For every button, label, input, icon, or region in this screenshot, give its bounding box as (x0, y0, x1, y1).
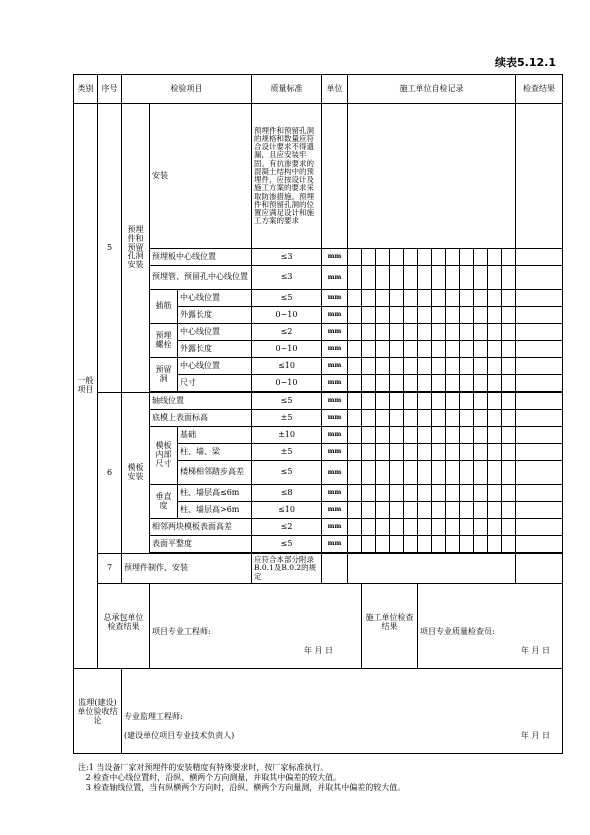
install-standard: 预埋件和预留孔洞的规格和数量应符合设计要求不得遗漏，且应安装牢固。有抗渗要求的混凝土结构中的预埋件，应按设计及施工方案的要求采取防渗措施。预埋件和预留孔洞的位置应满足设计和施工方案的要求 (252, 104, 322, 249)
sign-date: 年 月 日 (520, 645, 551, 655)
row-unit: mm (322, 341, 348, 358)
header-self-check: 施工单位自检记录 (348, 75, 516, 104)
supervisor-title: 监理(建设)单位验收结论 (74, 669, 122, 754)
result-cell[interactable] (516, 104, 563, 249)
row-standard: 0~10 (252, 375, 322, 392)
bolt-group: 预埋螺栓 (150, 324, 178, 358)
row-standard: ≤5 (252, 536, 322, 553)
row-label: 基础 (178, 427, 252, 444)
result-cell[interactable] (516, 410, 563, 427)
note-line: 2 检查中心线位置时，沿纵、横两个方向测量，并取其中偏差的较大值。 (78, 773, 342, 782)
inspection-table (73, 74, 563, 754)
general-contractor-sign[interactable] (150, 584, 362, 669)
rebar-group: 插筋 (150, 290, 178, 324)
row-label: 预埋管、预留孔中心线位置 (150, 266, 252, 290)
row-unit: mm (322, 307, 348, 324)
row-unit: mm (322, 290, 348, 307)
row-label: 中心线位置 (178, 358, 252, 375)
row-unit: mm (322, 358, 348, 375)
footnotes (78, 763, 405, 793)
result-cell[interactable] (516, 324, 563, 341)
row-unit: mm (322, 249, 348, 266)
inspector-label: 项目专业质量检查员: (420, 627, 495, 636)
row-label: 尺寸 (178, 375, 252, 392)
contractor-title: 施工单位检查结果 (362, 584, 418, 669)
vert-group: 垂直度 (150, 485, 178, 519)
row-label: 中心线位置 (178, 290, 252, 307)
row-label: 中心线位置 (178, 324, 252, 341)
row-standard: ≤10 (252, 502, 322, 519)
row-standard: ±10 (252, 427, 322, 444)
row-label: 楼梯相邻踏步高差 (178, 461, 252, 485)
inner-group: 模板内部尺寸 (150, 427, 178, 485)
group6-name: 模板安装 (122, 393, 150, 554)
row-unit: mm (322, 427, 348, 444)
row-unit: mm (322, 461, 348, 485)
header-row (74, 75, 563, 104)
result-cell[interactable] (516, 358, 563, 375)
result-cell[interactable] (516, 554, 563, 584)
note-line: 注:1 当设备厂家对预埋件的安装精度有特殊要求时，按厂家标准执行。 (78, 763, 329, 772)
seq-6: 6 (98, 393, 122, 554)
group7-standard: 应符合本部分附录B.0.1及B.0.2的规定 (252, 554, 322, 584)
sign-row-1 (74, 584, 563, 669)
continuation-label: 续表5.12.1 (495, 56, 556, 69)
row-unit: mm (322, 519, 348, 536)
note-line: 3 检查轴线位置，当有纵横两个方向时，沿纵、横两个方向量测，并取其中偏差的较大值。 (78, 783, 406, 792)
row-unit: mm (322, 266, 348, 290)
row-standard: ≤5 (252, 461, 322, 485)
engineer-label: 项目专业工程师: (152, 627, 211, 636)
row-unit: mm (322, 393, 348, 410)
row-label: 相邻两块模板表面高差 (150, 519, 252, 536)
row-label: 柱、墙层高>6m (178, 502, 252, 519)
result-cell[interactable] (516, 393, 563, 410)
result-cell[interactable] (516, 341, 563, 358)
result-cell[interactable] (516, 502, 563, 519)
row-standard: ±5 (252, 444, 322, 461)
row-standard: 0~10 (252, 307, 322, 324)
row-standard: ≤2 (252, 519, 322, 536)
result-cell[interactable] (516, 266, 563, 290)
result-cell[interactable] (516, 375, 563, 392)
group7-name: 预埋件制作、安装 (122, 554, 252, 584)
row-unit: mm (322, 485, 348, 502)
hole-group: 预留洞 (150, 358, 178, 392)
record-cell[interactable] (348, 554, 516, 584)
row-standard: ≤8 (252, 485, 322, 502)
row-unit: mm (322, 444, 348, 461)
row-standard: ≤3 (252, 249, 322, 266)
row-label: 外露长度 (178, 341, 252, 358)
row-label: 预埋板中心线位置 (150, 249, 252, 266)
category-general: 一般项目 (74, 104, 98, 669)
row-unit: mm (322, 502, 348, 519)
header-item: 检验项目 (122, 75, 252, 104)
row-label: 柱、墙、梁 (178, 444, 252, 461)
row-label: 柱、墙层高≤6m (178, 485, 252, 502)
record-cell[interactable] (348, 104, 516, 249)
result-cell[interactable] (516, 290, 563, 307)
row-unit: mm (322, 536, 348, 553)
table-row (74, 393, 563, 410)
row-standard: ≤2 (252, 324, 322, 341)
seq-7: 7 (98, 554, 122, 584)
row-standard: ≤5 (252, 393, 322, 410)
result-cell[interactable] (516, 307, 563, 324)
seq-5: 5 (98, 104, 122, 393)
row-label: 轴线位置 (150, 393, 252, 410)
row-standard: ≤3 (252, 266, 322, 290)
result-cell[interactable] (516, 485, 563, 502)
group5-name: 预埋件和预留孔洞安装 (122, 104, 150, 393)
header-standard: 质量标准 (252, 75, 322, 104)
table-row (74, 554, 563, 584)
sign-date: 年 月 日 (303, 645, 334, 655)
sign-date: 年 月 日 (520, 730, 551, 740)
result-cell[interactable] (516, 444, 563, 461)
row-label: 外露长度 (178, 307, 252, 324)
result-cell[interactable] (516, 519, 563, 536)
contractor-sign[interactable] (418, 584, 563, 669)
header-result: 检查结果 (516, 75, 563, 104)
table-row (74, 104, 563, 249)
row-label: 底模上表面标高 (150, 410, 252, 427)
row-standard: ≤5 (252, 290, 322, 307)
install-label: 安装 (150, 104, 252, 249)
supervisor-sign[interactable] (122, 669, 563, 754)
result-cell[interactable] (516, 461, 563, 485)
row-standard: 0~10 (252, 341, 322, 358)
row-unit: mm (322, 375, 348, 392)
result-cell[interactable] (516, 536, 563, 553)
row-standard: ≤10 (252, 358, 322, 375)
supervisor-label: 专业监理工程师: (124, 712, 183, 721)
row-label: 表面平整度 (150, 536, 252, 553)
header-seq: 序号 (98, 75, 122, 104)
header-unit: 单位 (322, 75, 348, 104)
row-unit: mm (322, 324, 348, 341)
supervisor-sub: (建设单位项目专业技术负责人) (124, 730, 235, 740)
header-category: 类别 (74, 75, 98, 104)
general-contractor-title: 总承包单位检查结果 (98, 584, 150, 669)
row-unit: mm (322, 410, 348, 427)
result-cell[interactable] (516, 427, 563, 444)
sign-row-2 (74, 669, 563, 754)
row-standard: ±5 (252, 410, 322, 427)
result-cell[interactable] (516, 249, 563, 266)
